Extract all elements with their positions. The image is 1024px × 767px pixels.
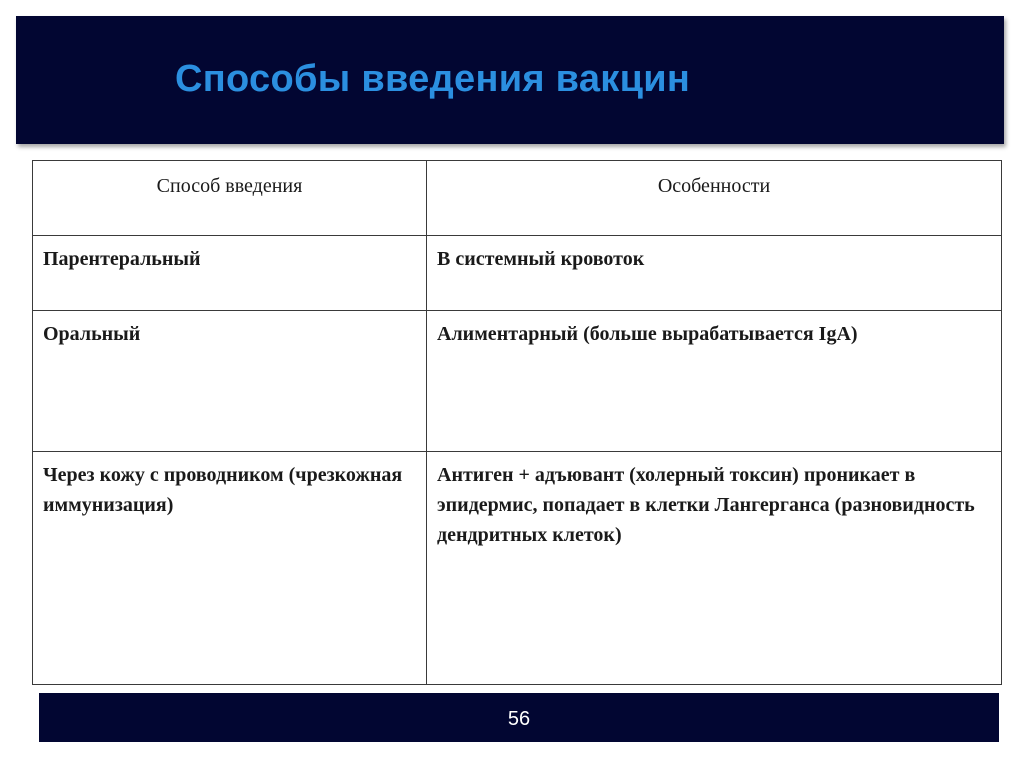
feature-cell: В системный кровоток <box>427 236 1002 311</box>
table-row <box>33 311 1002 452</box>
header-cell-features: Особенности <box>427 161 1002 236</box>
feature-cell: Алиментарный (больше вырабатывается IgA) <box>427 311 1002 452</box>
table-header-row <box>33 161 1002 236</box>
feature-cell: Антиген + адъювант (холерный токсин) проникает в эпидермис, попадает в клетки Лангерганса (разновидность дендритных клеток) <box>427 452 1002 685</box>
slide-title: Способы введения вакцин <box>175 58 691 100</box>
page-number: 56 <box>507 708 531 730</box>
method-cell: Через кожу с проводником (чрезкожная иммунизация) <box>33 452 427 685</box>
table-row <box>33 236 1002 311</box>
table-row <box>33 452 1002 685</box>
method-cell: Оральный <box>33 311 427 452</box>
method-cell: Парентеральный <box>33 236 427 311</box>
footer-bar <box>38 692 1000 743</box>
vaccine-methods-table <box>32 160 1002 685</box>
header-cell-method: Способ введения <box>33 161 427 236</box>
